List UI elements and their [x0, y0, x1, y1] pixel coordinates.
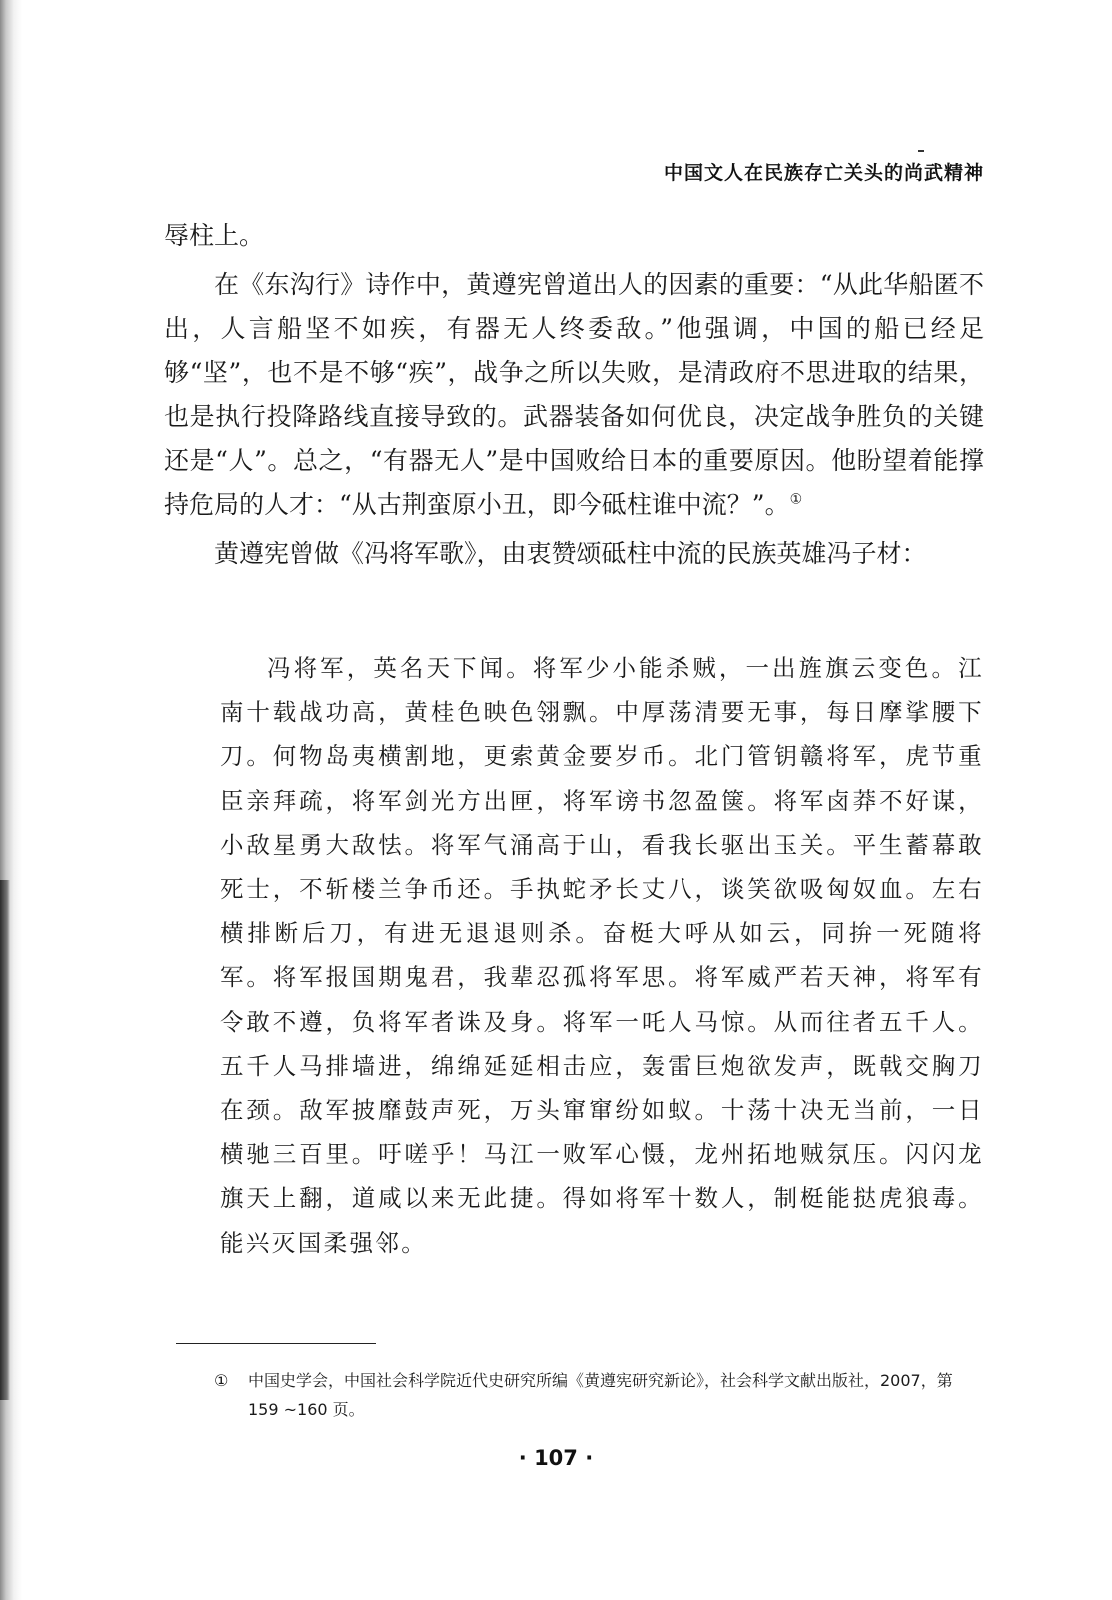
- page-number: · 107 ·: [518, 1446, 594, 1470]
- paragraph-3: 黄遵宪曾做《冯将军歌》，由衷赞颂砥柱中流的民族英雄冯子材：: [214, 539, 927, 568]
- scan-shadow-dark: [0, 880, 10, 1400]
- footnote-mark: ①: [214, 1371, 229, 1390]
- running-head-mark: [918, 150, 924, 152]
- footnote-reference[interactable]: ①: [789, 491, 803, 508]
- running-head: 中国文人在民族存亡关头的尚武精神: [663, 162, 984, 184]
- footnote-separator: [176, 1343, 376, 1344]
- body-text: [164, 214, 984, 581]
- footnote-text: 中国史学会，中国社会科学院近代史研究所编《黄遵宪研究新论》，社会科学文献出版社，2007，第 159 ~160 页。: [248, 1371, 953, 1419]
- paragraph-1: 辱柱上。: [164, 221, 265, 250]
- poem-quote: 冯将军，英名天下闻。将军少小能杀贼，一出旌旗云变色。江南十载战功高，黄桂色映色翎飘。中厚荡清要无事，每日摩挲腰下刀。何物岛夷横割地，更索黄金要岁币。北门管钥赣将军，虎节重臣亲拜疏，将军剑光方出匣，将军谤书忽盈箧。将军卤莽不好谋，小敌星勇大敌怯。将军气涌高于山，看我长驱出玉关。平生蓄幕敢死士，不斩楼兰争币还。手执蛇矛长丈八，谈笑欲吸匈奴血。左右横排断后刀，有进无退退则杀。奋梃大呼从如云，同拚一死随将军。将军报国期鬼君，我辈忍孤将军思。将军威严若天神，将军有令敢不遵，负将军者诛及身。将军一吒人马惊。从而往者五千人。五千人马排墙进，绵绵延延相击应，轰雷巨炮欲发声，既戟交胸刀在颈。敌军披靡鼓声死，万头窜窜纷如蚁。十荡十决无当前，一日横驰三百里。吁嗟乎！马江一败军心慑，龙州拓地贼氛压。闪闪龙旗天上翻，道咸以来无此捷。得如将军十数人，制梃能挞虎狼毒。能兴灭国柔强邻。: [220, 654, 984, 1257]
- paragraph-2: 在《东沟行》诗作中，黄遵宪曾道出人的因素的重要：“从此华船匿不出，人言船坚不如疾，有器无人终委敌。”他强调，中国的船已经足够“坚”，也不是不够“疾”，战争之所以失败，是清政府不思进取的结果，也是执行投降路线直接导致的。武器装备如何优良，决定战争胜负的关键还是“人”。总之，“有器无人”是中国败给日本的重要原因。他盼望着能撑持危局的人才：“从古荆蛮原小丑，即今砥柱谁中流？”。①: [164, 270, 984, 519]
- footnote: [214, 1366, 984, 1424]
